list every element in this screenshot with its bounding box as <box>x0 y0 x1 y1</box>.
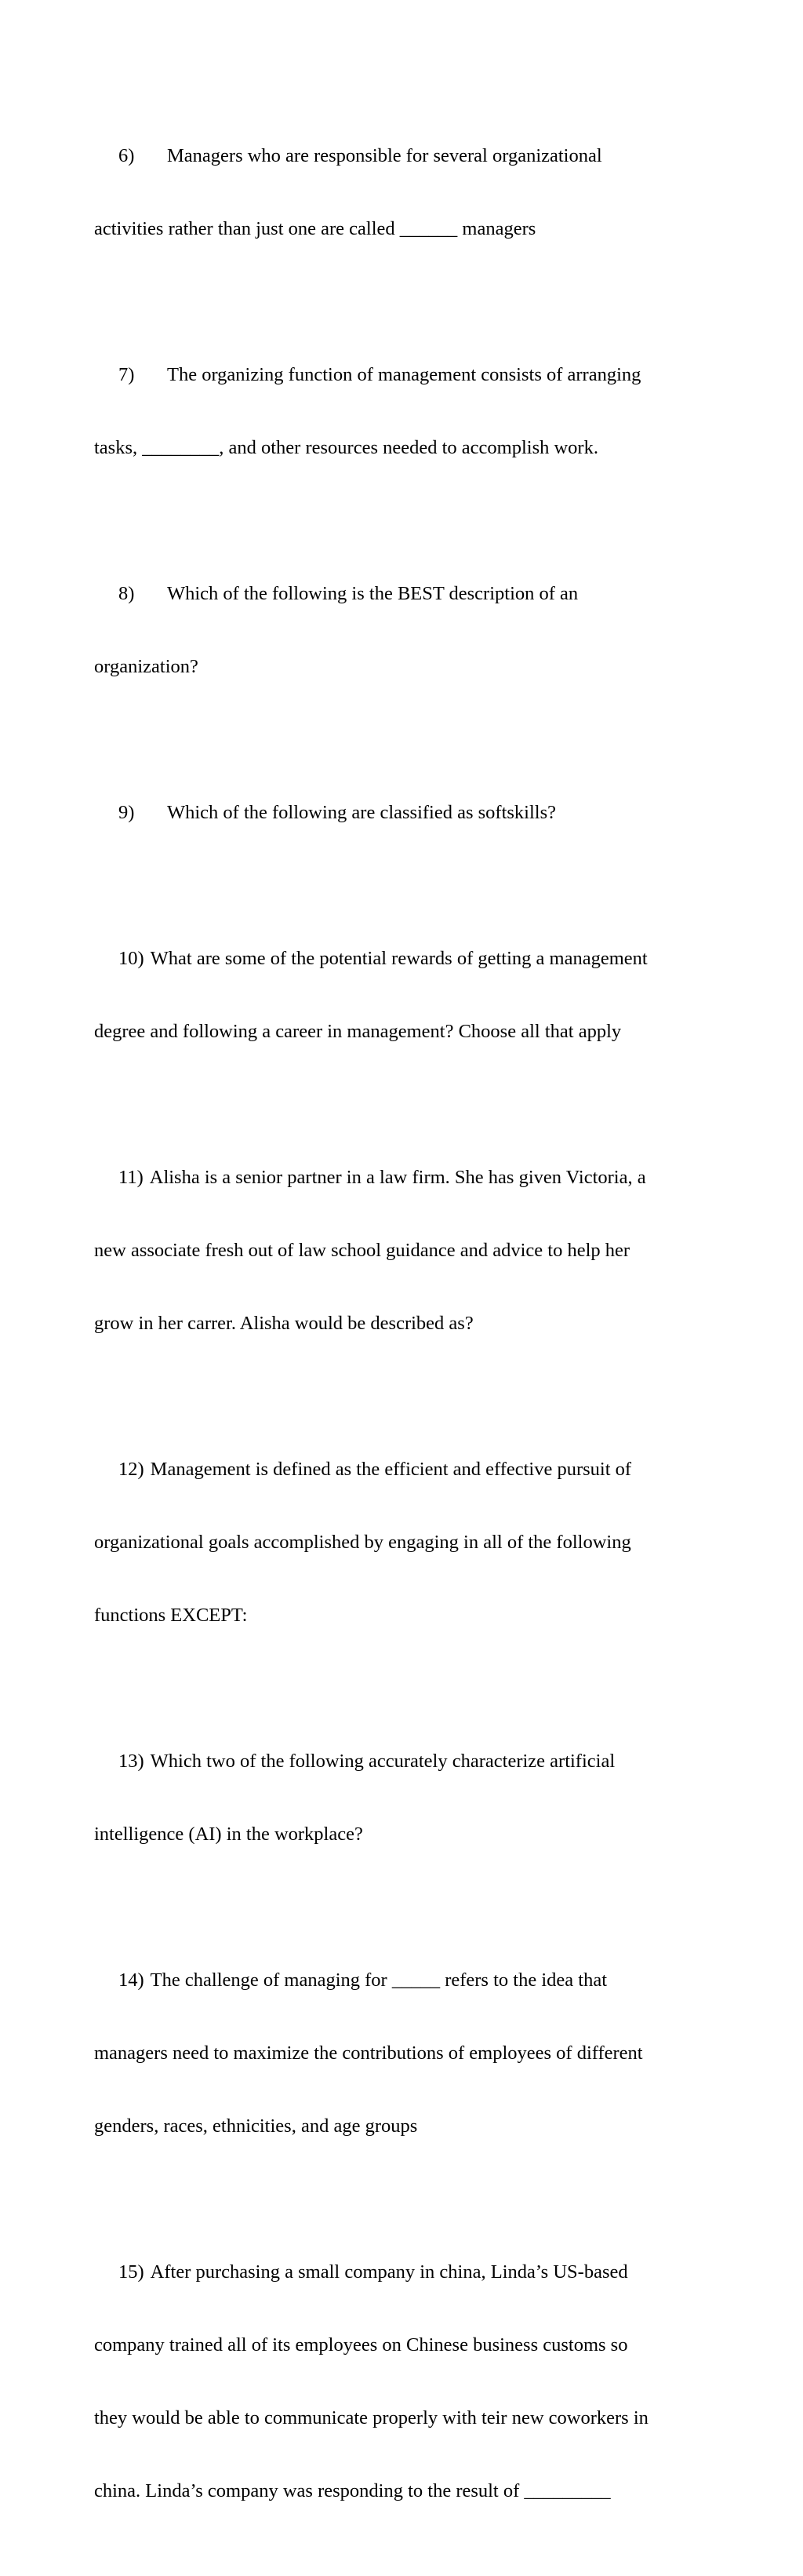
question-text: Managers who are responsible for several organizational <box>167 145 602 166</box>
question-text: organizational goals accomplished by engaging in all of the following <box>94 1532 631 1553</box>
question-line <box>94 946 714 971</box>
question-text: After purchasing a small company in china, Linda’s US-based <box>150 2261 628 2283</box>
question-9 <box>94 752 714 873</box>
question-6 <box>94 95 714 290</box>
question-text: Which of the following are classified as softskills? <box>167 802 556 823</box>
question-number: 14) <box>118 1969 144 1991</box>
question-text: Management is defined as the efficient and effective pursuit of <box>150 1459 632 1480</box>
question-text: company trained all of its employees on Chinese business customs so <box>94 2334 628 2356</box>
question-number: 6) <box>118 145 135 166</box>
question-text: The challenge of managing for _____ refers to the idea that <box>150 1969 608 1991</box>
question-text: organization? <box>94 656 198 677</box>
question-text: china. Linda’s company was responding to the result of _________ <box>94 2480 611 2501</box>
question-8 <box>94 533 714 727</box>
question-text: genders, races, ethnicities, and age groups <box>94 2115 418 2137</box>
question-number: 9) <box>118 802 135 823</box>
question-text: new associate fresh out of law school guidance and advice to help her <box>94 1240 630 1261</box>
question-line <box>94 1457 714 1481</box>
question-number: 10) <box>118 948 144 969</box>
question-number: 11) <box>118 1167 144 1188</box>
question-line <box>94 144 714 168</box>
question-12 <box>94 1408 714 1676</box>
question-text: degree and following a career in management? Choose all that apply <box>94 1021 622 1042</box>
question-text: Alisha is a senior partner in a law firm. She has given Victoria, a <box>149 1167 646 1188</box>
question-text: managers need to maximize the contributions of employees of different <box>94 2042 643 2064</box>
question-text: The organizing function of management consists of arranging <box>167 364 641 385</box>
question-text: Which two of the following accurately characterize artificial <box>150 1751 616 1772</box>
question-text: grow in her carrer. Alisha would be described as? <box>94 1313 474 1334</box>
question-text: intelligence (AI) in the workplace? <box>94 1824 363 1845</box>
question-text: What are some of the potential rewards of getting a management <box>150 948 648 969</box>
question-text: activities rather than just one are called ______ managers <box>94 218 536 239</box>
question-10 <box>94 898 714 1092</box>
question-number: 7) <box>118 364 135 385</box>
question-list <box>94 95 714 2576</box>
question-13 <box>94 1700 714 1895</box>
question-text: Which of the following is the BEST description of an <box>167 583 579 604</box>
question-line <box>94 363 714 387</box>
question-line <box>94 1749 714 1773</box>
question-line <box>94 1165 714 1190</box>
question-text: tasks, ________, and other resources needed to accomplish work. <box>94 437 598 458</box>
question-number: 12) <box>118 1459 144 1480</box>
question-line <box>94 800 714 825</box>
question-text: they would be able to communicate properly with teir new coworkers in <box>94 2407 649 2428</box>
question-text: functions EXCEPT: <box>94 1605 248 1626</box>
question-line <box>94 1968 714 1992</box>
question-11 <box>94 1117 714 1384</box>
question-number: 15) <box>118 2261 144 2283</box>
question-number: 8) <box>118 583 135 604</box>
question-7 <box>94 314 714 508</box>
question-number: 13) <box>118 1751 144 1772</box>
question-15 <box>94 2211 714 2552</box>
question-line <box>94 581 714 606</box>
question-14 <box>94 1919 714 2187</box>
question-line <box>94 2260 714 2284</box>
